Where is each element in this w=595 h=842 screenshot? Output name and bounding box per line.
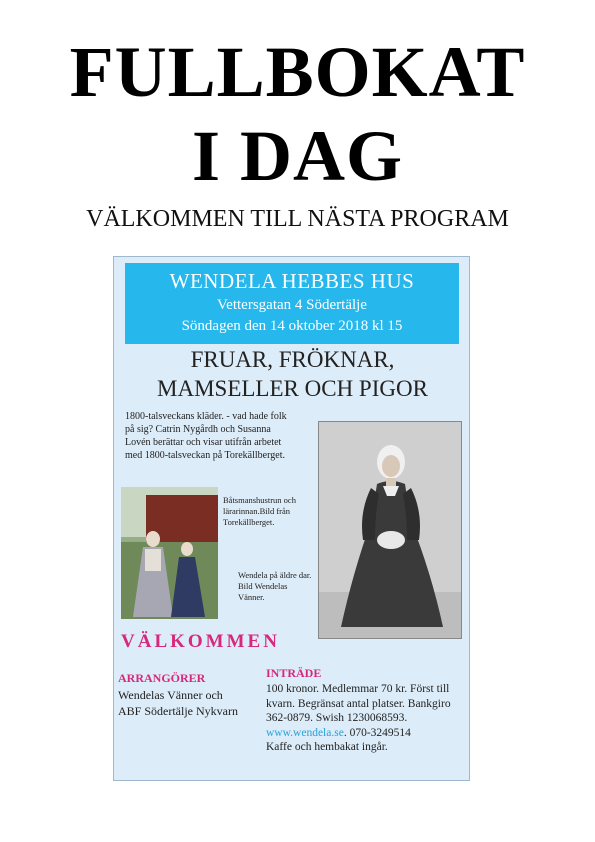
wendela-portrait-image	[318, 421, 462, 639]
event-description: 1800-talsveckans kläder. - vad hade folk på sig? Catrin Nygårdh och Susanna Lovén berättar och visar utifrån arbetet med 1800-talsveckan på Torekällberget.	[125, 411, 287, 461]
entry-info	[266, 682, 466, 755]
organizers-text	[118, 687, 258, 719]
costume-photo-illustration	[121, 487, 218, 619]
entry-heading: INTRÄDE	[266, 666, 322, 680]
event-date: Söndagen den 14 oktober 2018 kl 15	[181, 318, 403, 334]
website-link[interactable]: www.wendela.se	[266, 726, 344, 739]
refreshments-note: Kaffe och hembakat ingår.	[266, 741, 388, 753]
venue-name: WENDELA HEBBES HUS	[169, 269, 415, 293]
costume-photo-image	[121, 487, 218, 619]
headline-i-dag: I DAG	[191, 116, 403, 196]
venue-address: Vettersgatan 4 Södertälje	[217, 297, 367, 313]
contact-line	[266, 726, 466, 741]
event-title-line2: MAMSELLER OCH PIGOR	[157, 376, 428, 401]
entry-details: 100 kronor. Medlemmar 70 kr. Först till kvarn. Begränsat antal platser. Bankgiro 362-0879. Swish 1230068593.	[266, 683, 451, 724]
costume-photo-caption: Båtsmanshustrun och lärarinnan.Bild från Torekällberget.	[223, 495, 296, 527]
poster-banner	[125, 263, 459, 344]
portrait-caption: Wendela på äldre dar. Bild Wendelas Vänner.	[238, 570, 312, 602]
phone-number: . 070-3249514	[343, 726, 411, 739]
organizer-2: ABF Södertälje Nykvarn	[118, 704, 238, 718]
organizers-heading: ARRANGÖRER	[118, 671, 206, 685]
portrait-illustration	[319, 422, 462, 639]
event-poster	[113, 256, 470, 781]
headline-fullbokat: FULLBOKAT	[69, 32, 526, 112]
next-program-heading: VÄLKOMMEN TILL NÄSTA PROGRAM	[86, 206, 509, 232]
welcome-heading: VÄLKOMMEN	[121, 631, 280, 652]
event-title	[114, 345, 471, 403]
event-title-line1: FRUAR, FRÖKNAR,	[190, 347, 395, 372]
organizer-1: Wendelas Vänner och	[118, 688, 223, 702]
